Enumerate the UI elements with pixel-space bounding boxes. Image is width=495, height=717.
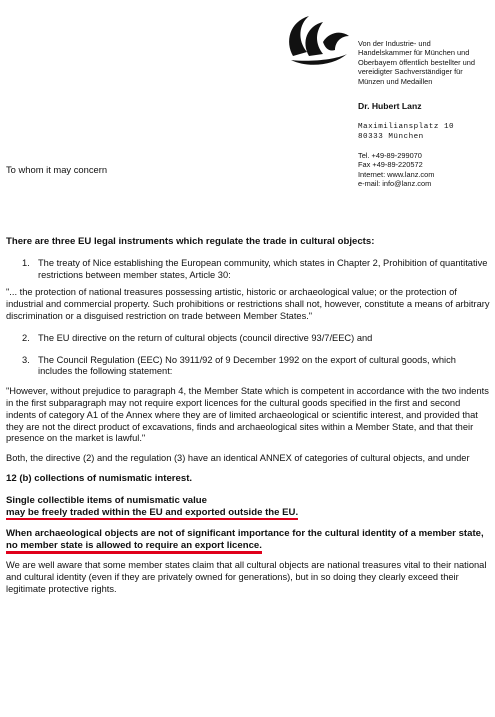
credentials-line: Handelskammer für München und [358, 48, 470, 58]
list-item [6, 333, 490, 345]
item-text: The EU directive on the return of cultural objects (council directive 93/7/EEC) and [38, 332, 373, 343]
underlined-statement: no member state is allowed to require an export licence. [6, 540, 262, 552]
website-line: Internet: www.lanz.com [358, 169, 435, 179]
closing-paragraph: We are well aware that some member states claim that all cultural objects are national treasures vital to their national and cultural identity (even if they are privately owned for generations), but in so doing they clearly exceed their legitimate protective rights. [6, 559, 487, 594]
expert-credentials [358, 39, 490, 86]
sender-contact [358, 151, 434, 189]
fax-line: Fax +49-89-220572 [358, 160, 423, 170]
greeting: To whom it may concern [6, 164, 108, 175]
item-number: 1. [22, 257, 30, 268]
export-licence-statement [6, 528, 490, 552]
credentials-line: vereidigter Sachverständiger für [358, 67, 463, 77]
item-number: 3. [22, 354, 30, 365]
credentials-line: Münzen und Medaillen [358, 76, 433, 86]
address-line: 80333 München [358, 133, 424, 141]
email-line: e-mail: info@lanz.com [358, 179, 432, 189]
underlined-statement: may be freely traded within the EU and exported outside the EU. [6, 506, 299, 518]
address-line: Maximiliansplatz 10 [358, 123, 455, 131]
credentials-line: Von der Industrie- und [358, 39, 431, 48]
item-number: 2. [22, 332, 30, 343]
regulation-quote: "However, without prejudice to paragraph 4, the Member State which is competent in accordance with the two indents in the first subparagraph may not require export licences for the cultural goods specified in the first and second indents of category A1 of the Annex where they are of limited archaeological or scientific interest, and provided that they are not the direct product of excavations, finds and archaeological sites within a Member State, and that their presence on the market is lawful." [6, 386, 489, 444]
annex-text: Both, the directive (2) and the regulation (3) have an identical ANNEX of categories of cultural objects, and under [6, 453, 470, 464]
item-text: The Council Regulation (EEC) No 3911/92 of 9 December 1992 on the export of cultural goods, which includes the following statement: [38, 354, 456, 377]
list-item [6, 355, 490, 379]
statement-text: Single collectible items of numismatic value [6, 494, 207, 506]
item-text: The treaty of Nice establishing the European community, which states in Chapter 2, Prohibition of quantitative restrictions between member states, Article 30: [38, 257, 488, 280]
list-item [6, 258, 490, 282]
letter-body [6, 236, 490, 595]
lanz-logo-icon [283, 12, 353, 68]
sender-name: Dr. Hubert Lanz [358, 101, 422, 111]
letter-heading: There are three EU legal instruments which regulate the trade in cultural objects: [6, 236, 375, 247]
statement-text: When archaeological objects are not of significant importance for the cultural identity of a member state, [6, 528, 484, 540]
free-trade-statement [6, 495, 490, 519]
sender-address [358, 122, 454, 142]
credentials-line: Oberbayern öffentlich bestellter und [358, 57, 475, 67]
treaty-quote: "... the protection of national treasures possessing artistic, historic or archaeological value; or the protection of industrial and commercial property. Such prohibitions or restrictions shall not, however, constitute a means of arbitrary discrimination or a disguised restriction on trade between Member States." [6, 287, 490, 321]
phone-line: Tel. +49-89-299070 [358, 151, 422, 160]
category-line: 12 (b) collections of numismatic interest. [6, 472, 193, 484]
